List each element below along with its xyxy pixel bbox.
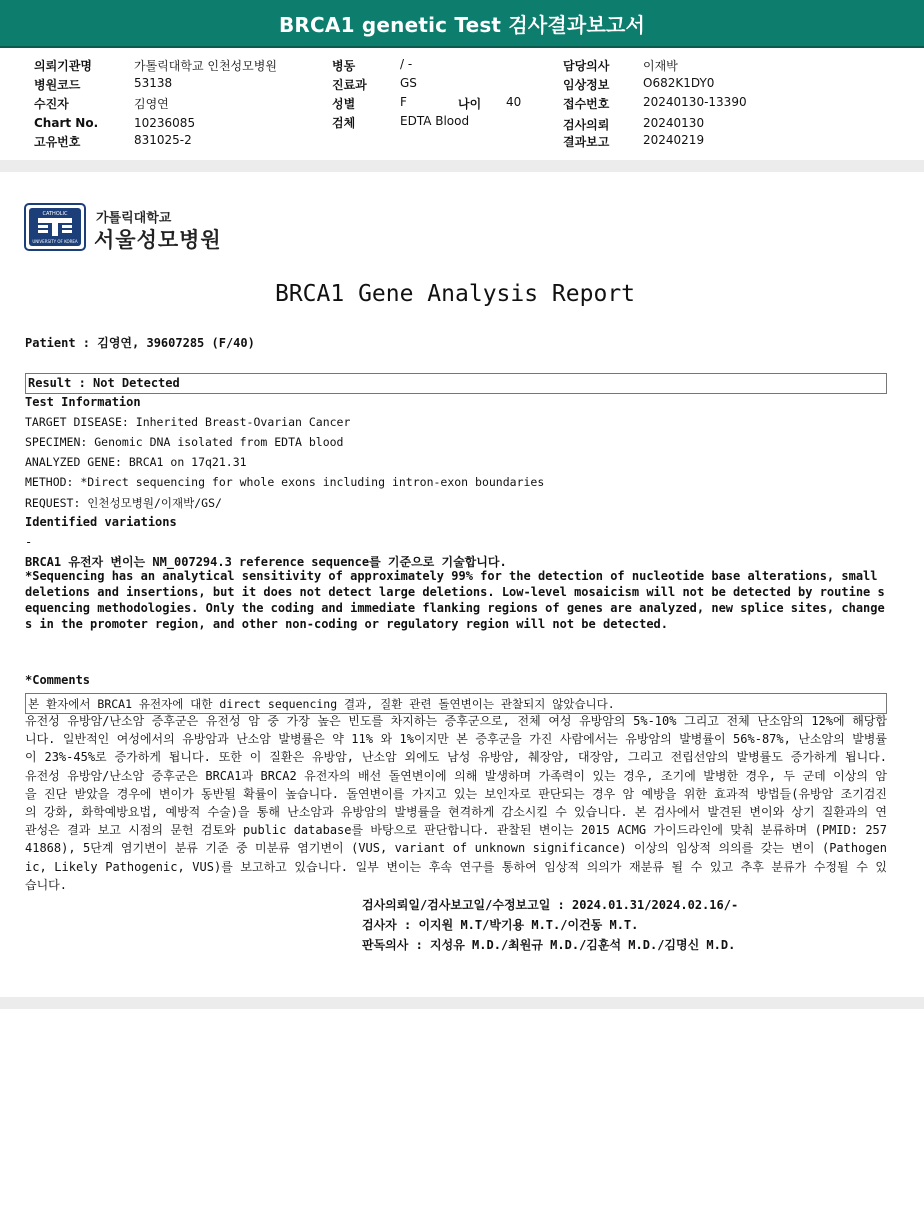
header-field-value: EDTA Blood: [400, 114, 470, 128]
seal-bottom-text: UNIVERSITY OF KOREA: [32, 239, 78, 244]
bottom-divider-band: [0, 997, 924, 1009]
header-field-value: / -: [400, 57, 413, 71]
header-field-label: 수진자: [34, 97, 69, 111]
header-field-value: 가톨릭대학교 인천성모병원: [134, 59, 277, 73]
header-field-label: 진료과: [332, 78, 367, 92]
header-field-value: 20240130-13390: [643, 95, 747, 109]
header-field-label: 병원코드: [34, 78, 81, 92]
request: REQUEST: 인천성모병원/이재박/GS/: [25, 496, 222, 510]
hospital-logo: [24, 203, 86, 255]
header-field-label: 고유번호: [34, 135, 81, 149]
comment-summary: 본 환자에서 BRCA1 유전자에 대한 direct sequencing 결과, 질환 관련 돌연변이는 관찰되지 않았습니다.: [28, 697, 615, 711]
header-field-value: 20240219: [643, 133, 705, 147]
analyzed-gene: ANALYZED GENE: BRCA1 on 17q21.31: [25, 455, 247, 469]
header-field-value: 831025-2: [134, 133, 192, 147]
header-field-label: Chart No.: [34, 116, 99, 130]
header-field-label: 결과보고: [563, 135, 610, 149]
header-field-value: O682K1DY0: [643, 76, 715, 90]
reference-note: BRCA1 유전자 변이는 NM_007294.3 reference sequence를 기준으로 기술합니다.: [25, 555, 507, 569]
header-field-value: 40: [506, 95, 522, 109]
report-title-bar: [0, 0, 924, 48]
university-seal-icon: [24, 203, 86, 251]
header-field-label: 성별: [332, 97, 356, 111]
sequencing-note: *Sequencing has an analytical sensitivity of approximately 99% for the detection of nucleotide base alterations, small deletions and insertions, but it does not detect large deletions. Low-level mosaicism will not be detected by routine sequencing methodologies. Only the coding and immediate flanking regions of genes are analyzed, new splice sites, changes in the promoter region, and other non-coding or regulatory region will not be detected.: [25, 569, 885, 631]
header-field-label: 임상정보: [563, 78, 610, 92]
logo-university-name: 가톨릭대학교: [96, 211, 172, 226]
result-text: Result : Not Detected: [28, 376, 180, 390]
header-field-label: 접수번호: [563, 97, 610, 111]
testers: 검사자 : 이지원 M.T/박기용 M.T./이건동 M.T.: [362, 918, 639, 932]
test-info-heading: Test Information: [25, 395, 141, 409]
header-field-value: GS: [400, 76, 417, 90]
target-disease: TARGET DISEASE: Inherited Breast-Ovarian Cancer: [25, 415, 351, 429]
top-divider-band: [0, 160, 924, 172]
comment-summary-box: [25, 693, 887, 714]
comments-heading: *Comments: [25, 673, 91, 687]
header-field-value: 이재박: [643, 59, 678, 73]
seal-top-text: CATHOLIC: [42, 211, 68, 217]
header-field-value: 김영연: [134, 97, 169, 111]
header-field-label: 검사의뢰: [563, 118, 610, 132]
header-field-label: 검체: [332, 116, 356, 130]
header-field-value: F: [400, 95, 407, 109]
report-header-title: BRCA1 genetic Test 검사결과보고서: [278, 12, 646, 37]
header-field-label: 병동: [332, 59, 356, 73]
header-field-label: 의뢰기관명: [34, 59, 92, 73]
comment-body: 유전성 유방암/난소암 증후군은 유전성 암 중 가장 높은 빈도를 차지하는 증후군으로, 전체 여성 유방암의 5%-10% 그리고 전체 난소암의 12%에 해당합니다. 일반적인 여성에서의 유방암과 난소암 발병률은 약 11% 와 1%이지만 본 증후군을 가진 사람에서는 유방암의 발병률이 56%-87%, 난소암의 발병률이 23%-45%로 증가하게 됩니다. 또한 이 질환은 유방암, 난소암 외에도 남성 유방암, 췌장암, 대장암, 그리고 전립선암의 발병률도 증가하게 됩니다. 유전성 유방암/난소암 증후군은 BRCA1과 BRCA2 유전자의 배선 돌연변이에 의해 발생하며 가족력이 있는 경우, 조기에 발병한 경우, 두 군데 이상의 암을 진단 받았을 경우에 변이가 동반될 확률이 높습니다. 돌연변이를 가지고 있는 보인자로 판단되는 경우 암 예방을 위한 효과적 방법들(유방암 조기검진의 강화, 화학예방요법, 예방적 수술)을 통해 난소암과 유방암의 발병률을 현격하게 감소시킬 수 있습니다. 본 검사에서 발견된 변이와 상기 질환과의 연관성은 결과 보고 시점의 문헌 검토와 public database를 바탕으로 판단합니다. 관찰된 변이는 2015 ACMG 가이드라인에 맞춰 분류하며 (PMID: 25741868), 5단계 염기변이 분류 기준 중 미분류 염기변이 (VUS, variant of unknown significance) 이상의 임상적 의의를 갖는 변이 (Pathogenic, Likely Pathogenic, VUS)를 보고하고 있습니다. 일부 변이는 후속 연구를 통하여 임상적 의의가 재분류 될 수 있고 추후 분류가 수정될 수 있습니다.: [25, 714, 887, 892]
logo-hospital-name: 서울성모병원: [94, 228, 222, 252]
reading-doctors: 판독의사 : 지성유 M.D./최원규 M.D./김훈석 M.D./김명신 M.D.: [362, 938, 736, 952]
report-dates: 검사의뢰일/검사보고일/수정보고일 : 2024.01.31/2024.02.16/-: [362, 898, 739, 912]
header-field-label: 담당의사: [563, 59, 610, 73]
patient-line: Patient : 김영연, 39607285 (F/40): [25, 336, 255, 350]
result-box: [25, 373, 887, 394]
method: METHOD: *Direct sequencing for whole exons including intron-exon boundaries: [25, 475, 545, 489]
identified-variations-value: -: [25, 535, 33, 549]
header-field-value: 10236085: [134, 116, 196, 130]
specimen: SPECIMEN: Genomic DNA isolated from EDTA blood: [25, 435, 344, 449]
header-field-label: 나이: [458, 97, 482, 111]
identified-variations-heading: Identified variations: [25, 515, 177, 529]
header-field-value: 53138: [134, 76, 173, 90]
report-title: BRCA1 Gene Analysis Report: [274, 281, 636, 307]
header-field-value: 20240130: [643, 116, 705, 130]
